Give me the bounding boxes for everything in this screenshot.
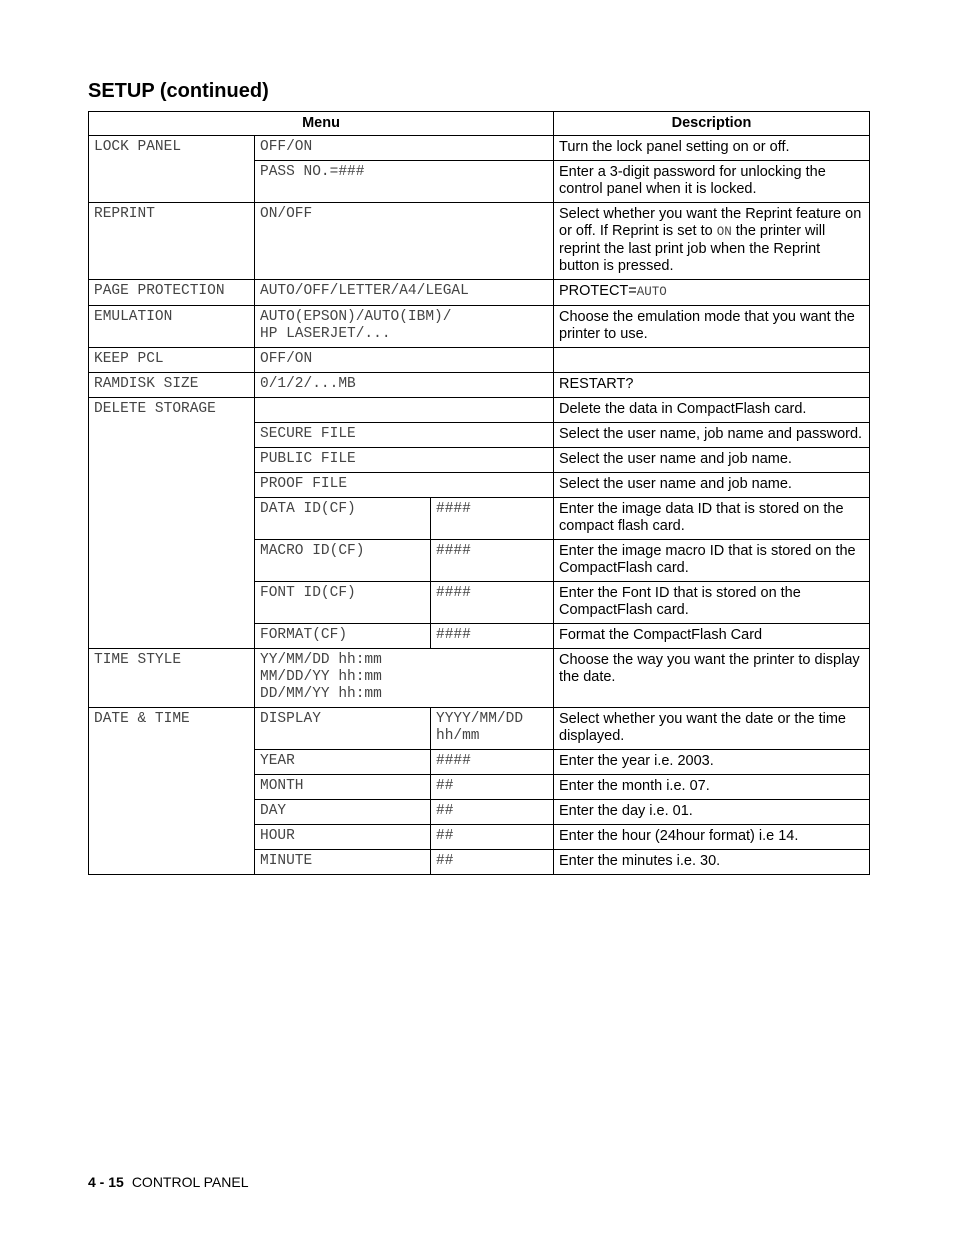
- description-cell: Enter the hour (24hour format) i.e 14.: [554, 825, 870, 850]
- value-line: MM/DD/YY hh:mm: [260, 669, 382, 685]
- page-footer: [88, 1174, 249, 1190]
- description-cell: Turn the lock panel setting on or off.: [554, 136, 870, 161]
- setting-sub-value: ##: [431, 850, 554, 875]
- description-cell: [554, 280, 870, 306]
- setting-value: PUBLIC FILE: [255, 448, 554, 473]
- table-header-row: [89, 112, 870, 136]
- setting-value: PROOF FILE: [255, 473, 554, 498]
- setting-value: ON/OFF: [255, 203, 554, 280]
- menu-item-keep-pcl: KEEP PCL: [89, 348, 255, 373]
- menu-item-reprint: REPRINT: [89, 203, 255, 280]
- setting-value: MINUTE: [255, 850, 431, 875]
- setting-value: AUTO/OFF/LETTER/A4/LEGAL: [255, 280, 554, 306]
- setting-value: DATA ID(CF): [255, 498, 431, 540]
- setting-sub-value: ####: [431, 624, 554, 649]
- description-header: Description: [554, 112, 870, 136]
- setting-value: FORMAT(CF): [255, 624, 431, 649]
- setting-value: MACRO ID(CF): [255, 540, 431, 582]
- table-row: [89, 708, 870, 750]
- value-line: YY/MM/DD hh:mm: [260, 652, 382, 668]
- table-row: [89, 306, 870, 348]
- setting-value: SECURE FILE: [255, 423, 554, 448]
- setting-value: MONTH: [255, 775, 431, 800]
- description-cell: Enter the minutes i.e. 30.: [554, 850, 870, 875]
- table-row: [89, 373, 870, 398]
- menu-item-delete-storage: DELETE STORAGE: [89, 398, 255, 649]
- setup-table: [88, 111, 870, 875]
- description-cell: Select whether you want the date or the time displayed.: [554, 708, 870, 750]
- setting-value: [255, 306, 554, 348]
- menu-item-date-time: DATE & TIME: [89, 708, 255, 875]
- setting-value: DAY: [255, 800, 431, 825]
- menu-header: Menu: [89, 112, 554, 136]
- description-cell: Select the user name, job name and password.: [554, 423, 870, 448]
- description-cell: RESTART?: [554, 373, 870, 398]
- setting-sub-value: ####: [431, 750, 554, 775]
- description-cell: [554, 348, 870, 373]
- setting-sub-value: ##: [431, 800, 554, 825]
- setting-value: HOUR: [255, 825, 431, 850]
- setting-sub-value: ####: [431, 582, 554, 624]
- description-cell: Select the user name and job name.: [554, 473, 870, 498]
- setting-value-empty: [255, 398, 554, 423]
- setting-sub-value: ##: [431, 825, 554, 850]
- setting-value: OFF/ON: [255, 348, 554, 373]
- setting-value: OFF/ON: [255, 136, 554, 161]
- setting-value: YEAR: [255, 750, 431, 775]
- value-line: YYYY/MM/DD: [436, 711, 524, 727]
- description-text: Select whether you want the Reprint feature on or off. If Reprint is set to: [559, 206, 862, 239]
- description-cell: Enter the year i.e. 2003.: [554, 750, 870, 775]
- table-row: [89, 398, 870, 423]
- description-cell: Choose the way you want the printer to display the date.: [554, 649, 870, 708]
- table-row: [89, 280, 870, 306]
- table-row: [89, 203, 870, 280]
- description-cell: Delete the data in CompactFlash card.: [554, 398, 870, 423]
- setting-value: PASS NO.=###: [255, 161, 554, 203]
- table-row: [89, 649, 870, 708]
- setting-sub-value: [431, 708, 554, 750]
- description-cell: Format the CompactFlash Card: [554, 624, 870, 649]
- setting-value: DISPLAY: [255, 708, 431, 750]
- value-line: HP LASERJET/...: [260, 326, 391, 342]
- description-cell: Enter the month i.e. 07.: [554, 775, 870, 800]
- value-line: DD/MM/YY hh:mm: [260, 686, 382, 702]
- menu-item-time-style: TIME STYLE: [89, 649, 255, 708]
- inline-code: AUTO: [636, 285, 667, 299]
- table-row: [89, 348, 870, 373]
- setting-value: FONT ID(CF): [255, 582, 431, 624]
- section-name: CONTROL PANEL: [131, 1174, 249, 1190]
- setting-sub-value: ####: [431, 540, 554, 582]
- description-cell: Enter the image macro ID that is stored on the CompactFlash card.: [554, 540, 870, 582]
- value-line: AUTO(EPSON)/AUTO(IBM)/: [260, 309, 452, 325]
- description-text: the printer will reprint the last print job when the Reprint button is pressed.: [559, 223, 826, 274]
- menu-item-ramdisk-size: RAMDISK SIZE: [89, 373, 255, 398]
- description-cell: Enter the image data ID that is stored on the compact flash card.: [554, 498, 870, 540]
- page-title: SETUP (continued): [88, 80, 269, 102]
- description-cell: Choose the emulation mode that you want the printer to use.: [554, 306, 870, 348]
- page-number: 4 - 15: [88, 1174, 124, 1190]
- table-row: [89, 136, 870, 161]
- inline-code: ON: [716, 225, 732, 239]
- setting-value: [255, 649, 554, 708]
- description-text: PROTECT=: [559, 283, 637, 299]
- menu-item-lock-panel: LOCK PANEL: [89, 136, 255, 203]
- menu-item-emulation: EMULATION: [89, 306, 255, 348]
- description-cell: Enter a 3-digit password for unlocking the control panel when it is locked.: [554, 161, 870, 203]
- description-cell: Enter the day i.e. 01.: [554, 800, 870, 825]
- description-cell: Select the user name and job name.: [554, 448, 870, 473]
- menu-item-page-protection: PAGE PROTECTION: [89, 280, 255, 306]
- setting-sub-value: ##: [431, 775, 554, 800]
- setting-value: 0/1/2/...MB: [255, 373, 554, 398]
- setting-sub-value: ####: [431, 498, 554, 540]
- description-cell: [554, 203, 870, 280]
- value-line: hh/mm: [436, 728, 480, 744]
- description-cell: Enter the Font ID that is stored on the CompactFlash card.: [554, 582, 870, 624]
